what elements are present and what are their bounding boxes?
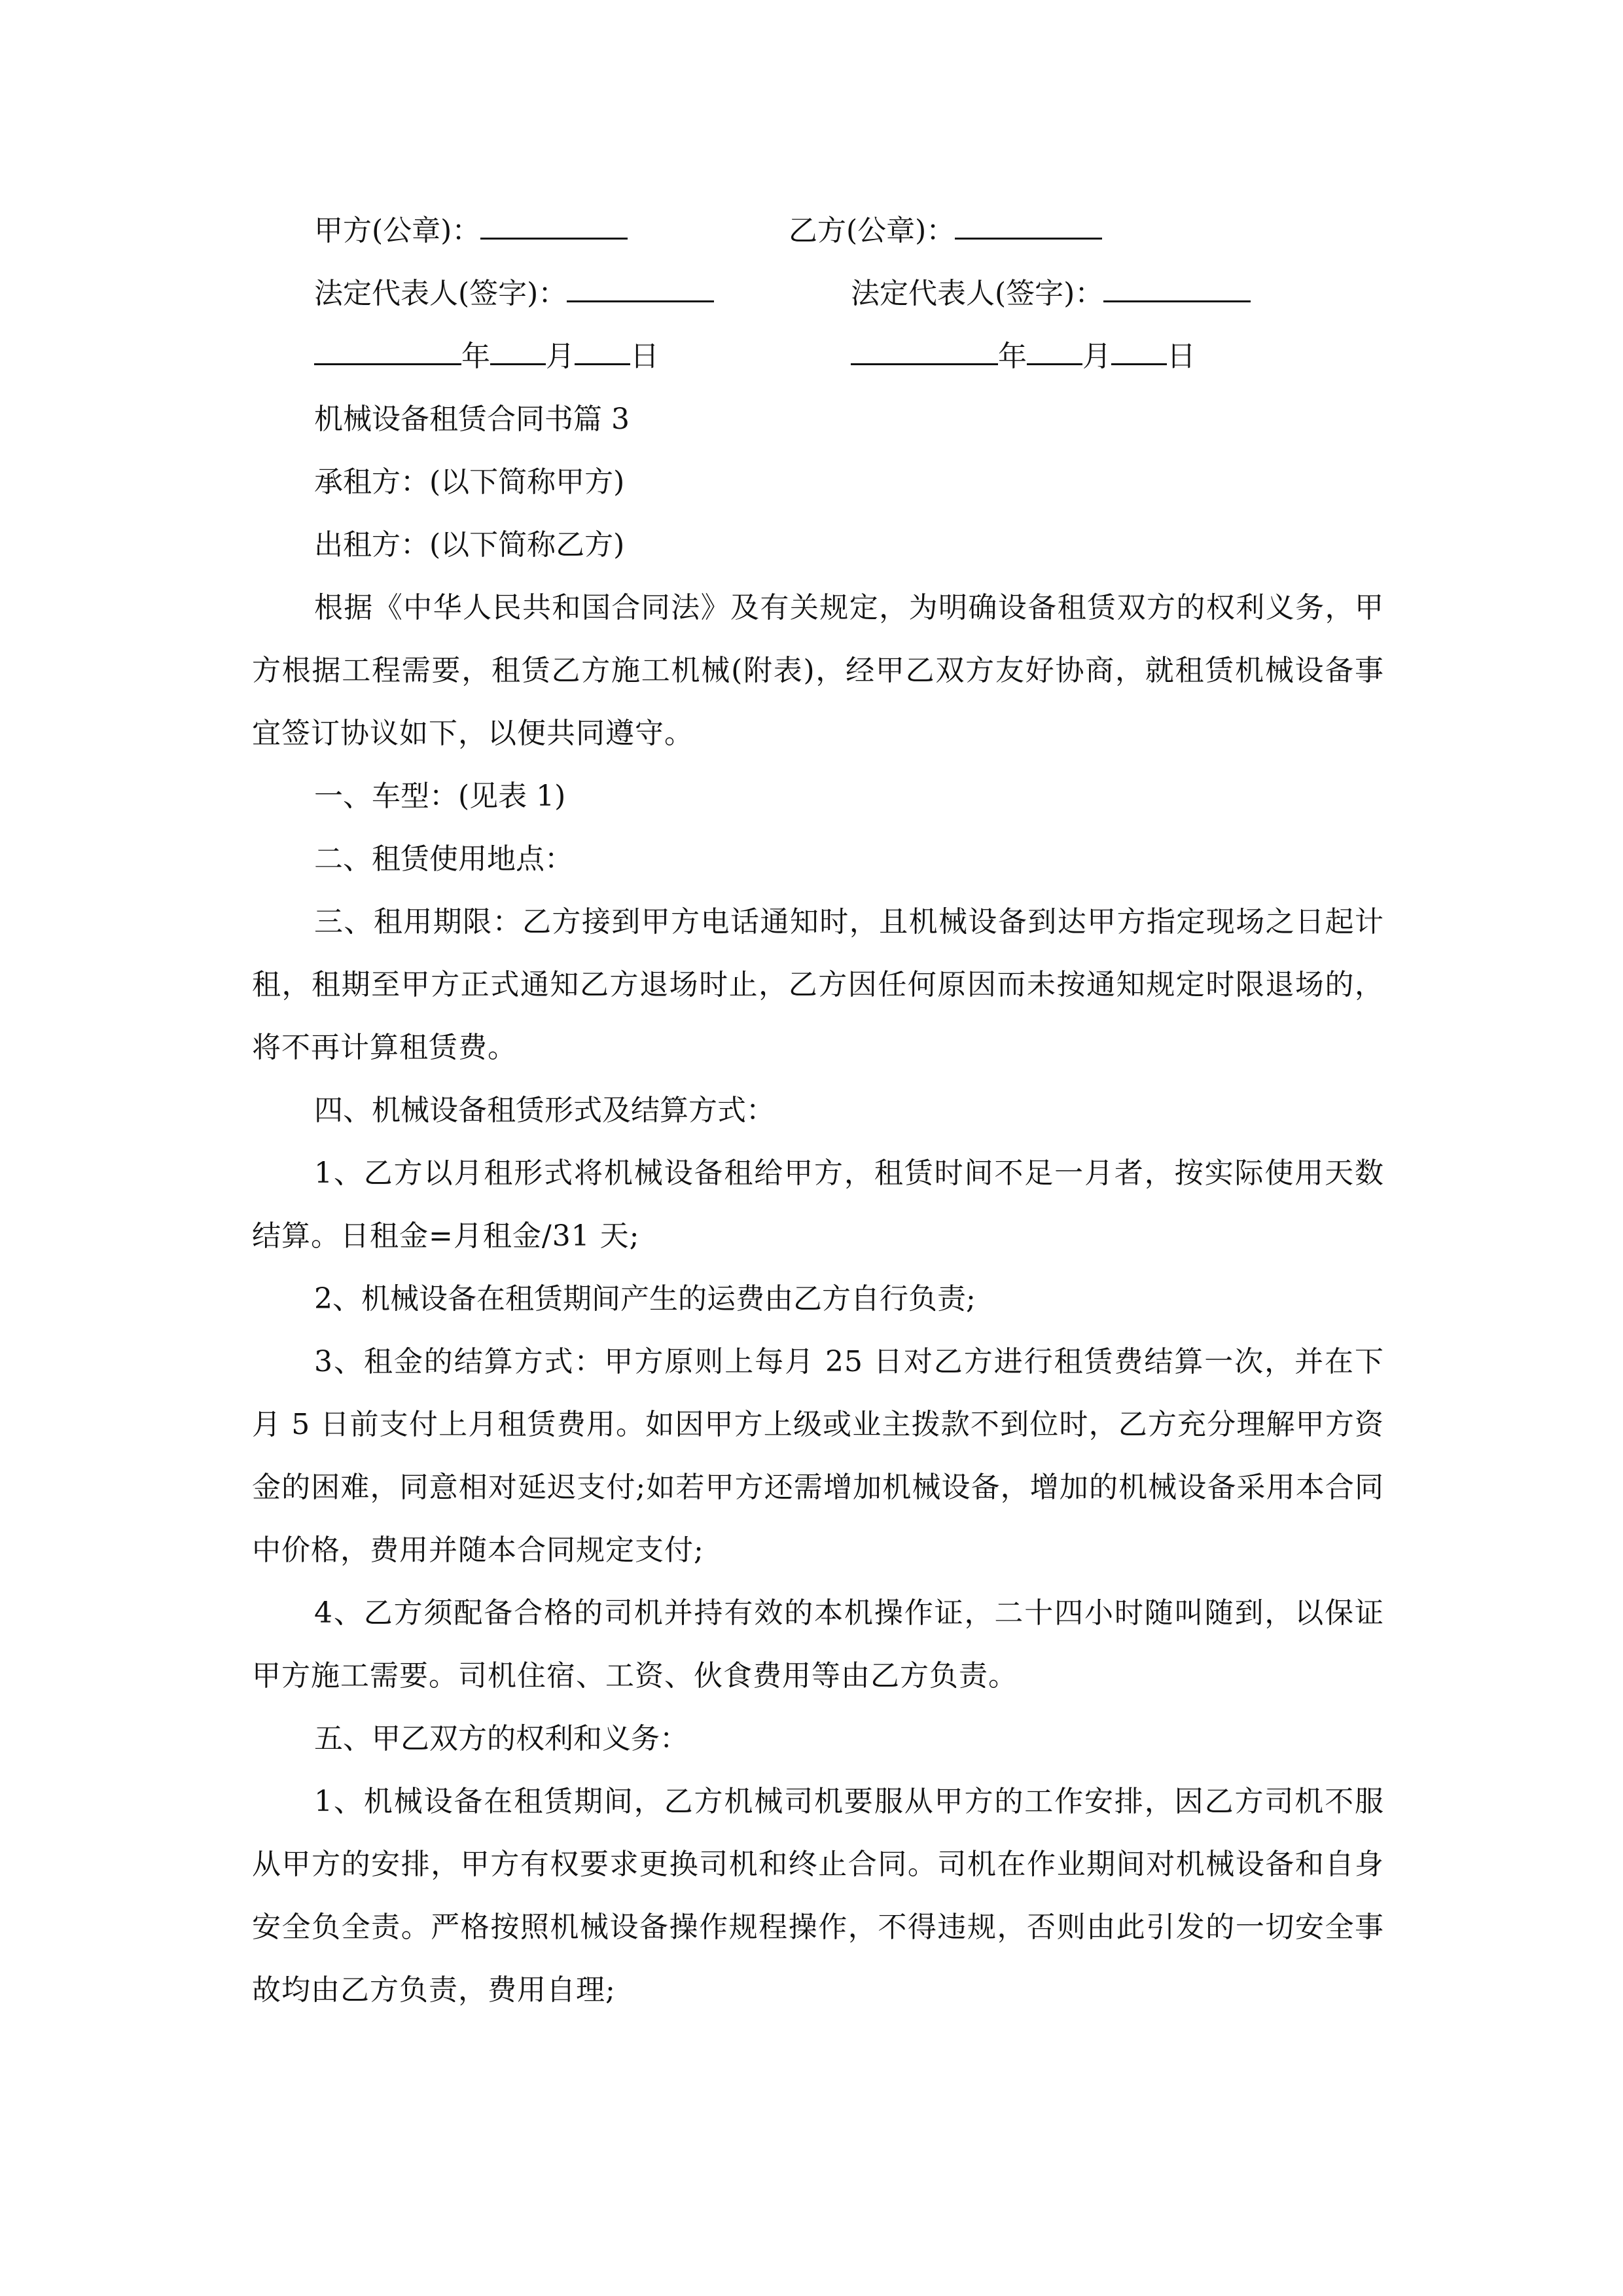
lessor-line: 出租方：(以下简称乙方) [314, 528, 625, 562]
legal-rep-a-blank [567, 264, 714, 302]
clause-5-1: 1、机械设备在租赁期间，乙方机械司机要服从甲方的工作安排，因乙方司机不服从甲方的安排，甲方有权要求更换司机和终止合同。司机在作业期间对机械设备和自身安全负全责。严格按照机械设备操作规程操作，不得违规，否则由此引发的一切安全事故均由乙方负责，费用自理; [252, 1785, 1384, 2007]
party-b-seal-blank [955, 201, 1102, 240]
party-b-seal: 乙方(公章)： [789, 200, 1102, 262]
date-a-month-blank [490, 327, 546, 365]
clause-1: 一、车型：(见表 1) [314, 780, 566, 813]
signature-row-legal-rep [252, 262, 1384, 325]
legal-rep-b: 法定代表人(签字)： [851, 262, 1251, 325]
clause-2: 二、租赁使用地点： [314, 842, 573, 876]
section-title: 机械设备租赁合同书篇 3 [314, 403, 630, 436]
clause-5: 五、甲乙双方的权利和义务： [314, 1722, 688, 1755]
clause-4-1: 1、乙方以月租形式将机械设备租给甲方，租赁时间不足一月者，按实际使用天数结算。日租金=月租金/31 天; [252, 1157, 1384, 1253]
clause-4-4: 4、乙方须配备合格的司机并持有效的本机操作证，二十四小时随叫随到，以保证甲方施工需要。司机住宿、工资、伙食费用等由乙方负责。 [252, 1596, 1384, 1693]
legal-rep-a: 法定代表人(签字)： [314, 262, 714, 325]
date-b-year-blank [851, 327, 998, 365]
intro-paragraph: 根据《中华人民共和国合同法》及有关规定，为明确设备租赁双方的权利义务，甲方根据工程需要，租赁乙方施工机械(附表)，经甲乙双方友好协商，就租赁机械设备事宜签订协议如下，以便共同遵守。 [252, 591, 1384, 750]
party-a-seal: 甲方(公章)： [314, 200, 628, 262]
lessee-line: 承租方：(以下简称甲方) [314, 465, 625, 499]
date-b-day-blank [1111, 327, 1167, 365]
document-body [252, 200, 1384, 2022]
date-b: 年 月 日 [851, 325, 1196, 388]
signature-row-seal [252, 200, 1384, 262]
date-a-day-blank [575, 327, 630, 365]
clause-3: 三、租用期限：乙方接到甲方电话通知时，且机械设备到达甲方指定现场之日起计租，租期至甲方正式通知乙方退场时止，乙方因任何原因而未按通知规定时限退场的，将不再计算租赁费。 [252, 905, 1384, 1064]
clause-4-2: 2、机械设备在租赁期间产生的运费由乙方自行负责; [314, 1282, 976, 1316]
date-a-year-blank [314, 327, 461, 365]
signature-row-date [252, 325, 1384, 388]
clause-4-3: 3、租金的结算方式：甲方原则上每月 25 日对乙方进行租赁费结算一次，并在下月 5 日前支付上月租赁费用。如因甲方上级或业主拨款不到位时，乙方充分理解甲方资金的困难，同意相对延迟支付;如若甲方还需增加机械设备，增加的机械设备采用本合同中价格，费用并随本合同规定支付; [252, 1345, 1384, 1567]
party-a-seal-blank [480, 201, 628, 240]
date-b-month-blank [1027, 327, 1082, 365]
clause-4: 四、机械设备租赁形式及结算方式： [314, 1094, 775, 1127]
date-a: 年 月 日 [314, 325, 659, 388]
legal-rep-b-blank [1103, 264, 1251, 302]
